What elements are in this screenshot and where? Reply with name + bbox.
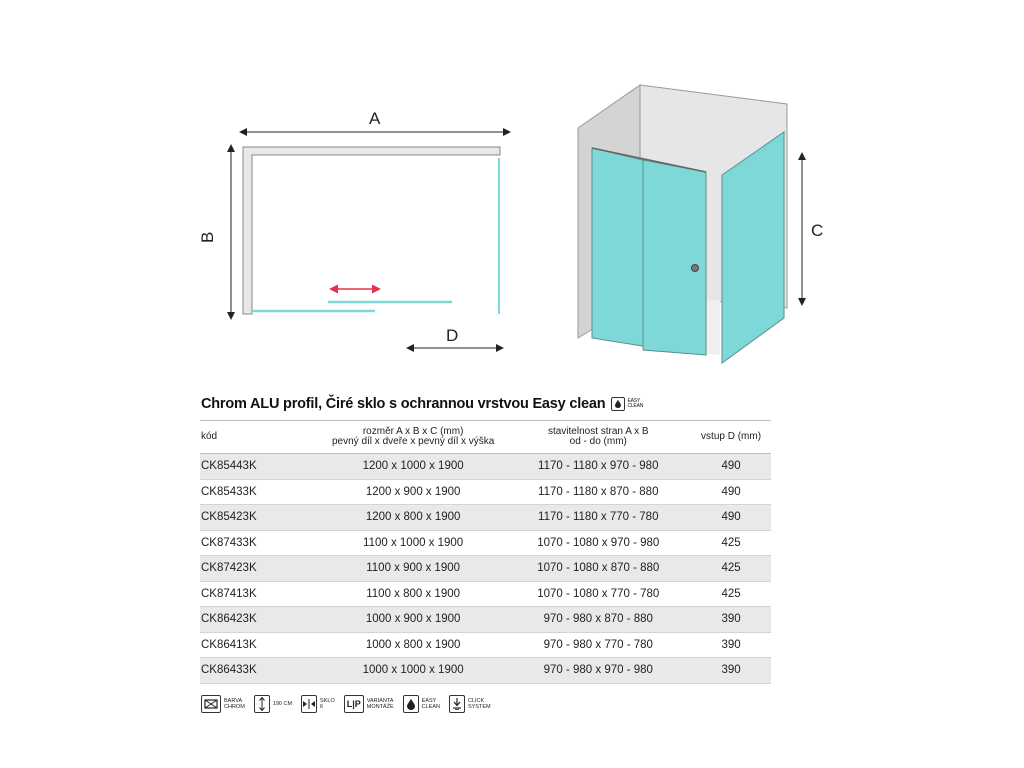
cell-size: 1000 x 800 x 1900 [321, 632, 506, 658]
feature-variant [344, 695, 394, 713]
cell-size: 1100 x 900 x 1900 [321, 556, 506, 582]
glass-thickness-icon [301, 695, 317, 713]
color-profile-icon [201, 695, 221, 713]
spec-table [200, 420, 771, 684]
cell-size: 1200 x 900 x 1900 [321, 479, 506, 505]
perspective-view [578, 85, 823, 363]
table-header-row [200, 421, 771, 454]
table-row [200, 632, 771, 658]
door-glass [643, 160, 706, 355]
cell-entry: 490 [691, 454, 771, 480]
cell-size: 1000 x 900 x 1900 [321, 607, 506, 633]
caption-title: Chrom ALU profil, Čiré sklo s ochrannou vrstvou Easy clean [201, 396, 606, 412]
product-caption [201, 396, 771, 412]
table-row [200, 581, 771, 607]
table-row [200, 556, 771, 582]
cell-code: CK85423K [200, 505, 321, 531]
click-label-1: CLICK [467, 698, 485, 704]
feature-click-system [449, 695, 491, 713]
header-size-line2: pevný díl x dveře x pevný díl x výška [331, 436, 495, 447]
color-label-1: BARVA [224, 698, 243, 704]
cell-code: CK87433K [200, 530, 321, 556]
cell-entry: 490 [691, 479, 771, 505]
dim-d-label: D [446, 326, 459, 345]
glass-label-2: 6 [320, 704, 324, 710]
cell-adjust: 1070 - 1080 x 970 - 980 [505, 530, 691, 556]
header-entry: vstup D (mm) [691, 421, 771, 454]
variant-lp-icon: L|P [344, 695, 364, 713]
cell-entry: 425 [691, 530, 771, 556]
cell-size: 1200 x 800 x 1900 [321, 505, 506, 531]
dim-c-label: C [811, 221, 824, 240]
click-system-icon [449, 695, 465, 713]
glass-label-1: SKLO [320, 698, 335, 704]
dim-b-label: B [198, 231, 217, 243]
easy-label-1: EASY [421, 698, 437, 704]
table-row [200, 658, 771, 684]
cell-entry: 490 [691, 505, 771, 531]
cell-code: CK86413K [200, 632, 321, 658]
feature-color [201, 695, 245, 713]
cell-code: CK86433K [200, 658, 321, 684]
cell-adjust: 1170 - 1180 x 770 - 780 [505, 505, 691, 531]
badge-text-1: EASY [627, 398, 640, 404]
cell-size: 1100 x 1000 x 1900 [321, 530, 506, 556]
header-size-line1: rozměr A x B x C (mm) [362, 426, 464, 437]
cell-adjust: 970 - 980 x 970 - 980 [505, 658, 691, 684]
table-row [200, 607, 771, 633]
cell-code: CK85443K [200, 454, 321, 480]
header-code: kód [200, 421, 321, 454]
cell-code: CK85433K [200, 479, 321, 505]
dim-a-label: A [369, 109, 381, 128]
table-row [200, 454, 771, 480]
header-size [321, 421, 506, 454]
plan-view [198, 109, 507, 348]
header-adjust [505, 421, 691, 454]
cell-adjust: 1170 - 1180 x 870 - 880 [505, 479, 691, 505]
drop-icon [611, 397, 625, 411]
feature-glass [301, 695, 335, 713]
feature-height [254, 695, 292, 713]
height-icon [254, 695, 270, 713]
feature-icons [201, 695, 491, 713]
easy-clean-drop-icon [403, 695, 419, 713]
variant-label-2: MONTÁŽE [366, 704, 394, 710]
cell-adjust: 1070 - 1080 x 870 - 880 [505, 556, 691, 582]
cell-entry: 390 [691, 658, 771, 684]
easy-clean-badge [611, 397, 643, 411]
cell-size: 1000 x 1000 x 1900 [321, 658, 506, 684]
table-row [200, 505, 771, 531]
cell-entry: 390 [691, 632, 771, 658]
cell-size: 1100 x 800 x 1900 [321, 581, 506, 607]
variant-label-1: VARIANTA [366, 698, 394, 704]
cell-adjust: 1170 - 1180 x 970 - 980 [505, 454, 691, 480]
click-label-2: SYSTEM [467, 704, 491, 710]
cell-entry: 425 [691, 556, 771, 582]
header-adjust-line2: od - do (mm) [569, 436, 627, 447]
door-handle [692, 265, 699, 272]
cell-code: CK87423K [200, 556, 321, 582]
color-label-2: CHROM [224, 704, 245, 710]
badge-text-2: CLEAN [627, 403, 644, 409]
cell-adjust: 970 - 980 x 770 - 780 [505, 632, 691, 658]
table-row [200, 530, 771, 556]
header-adjust-line1: stavitelnost stran A x B [547, 426, 649, 437]
easy-label-2: CLEAN [421, 704, 440, 710]
cell-size: 1200 x 1000 x 1900 [321, 454, 506, 480]
cell-code: CK87413K [200, 581, 321, 607]
cell-entry: 425 [691, 581, 771, 607]
height-label: 190 CM [272, 701, 293, 707]
feature-easy-clean [403, 695, 440, 713]
cell-code: CK86423K [200, 607, 321, 633]
cell-adjust: 970 - 980 x 870 - 880 [505, 607, 691, 633]
cell-entry: 390 [691, 607, 771, 633]
table-row [200, 479, 771, 505]
cell-adjust: 1070 - 1080 x 770 - 780 [505, 581, 691, 607]
